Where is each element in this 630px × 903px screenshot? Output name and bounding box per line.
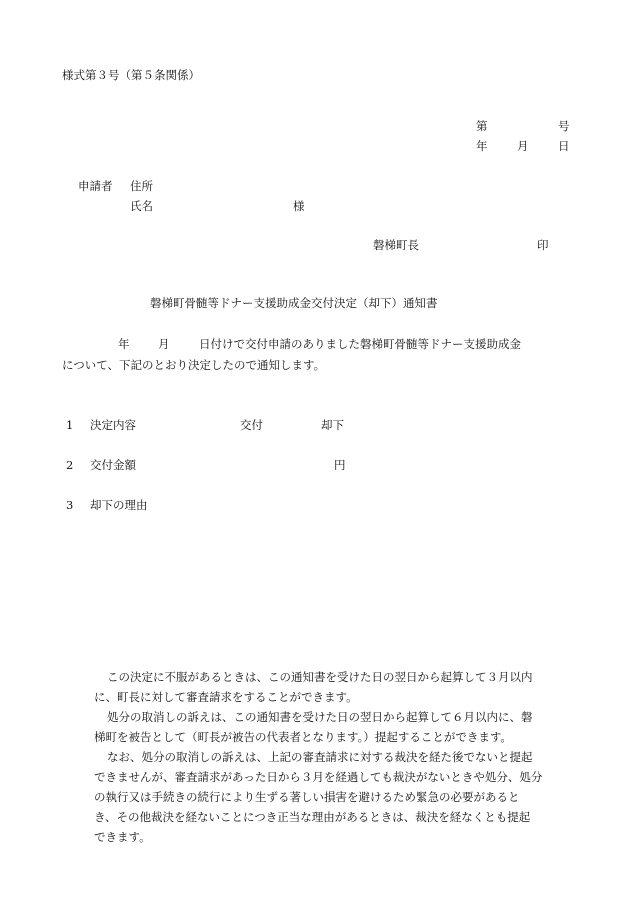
issuer-title: 磐梯町長 [373, 238, 419, 252]
notice-p1-line1: この決定に不服があるときは、この通知書を受けた日の翌日から起算して３月以内 [107, 670, 533, 684]
notice-p3-line1: なお、処分の取消しの訴えは、上記の審査請求に対する裁決を経た後でないと提起 [107, 750, 533, 764]
intro-month: 月 [158, 337, 170, 351]
date-month: 月 [517, 139, 529, 153]
applicant-label: 申請者 [78, 179, 113, 193]
option-grant: 交付 [240, 418, 263, 432]
name-label: 氏名 [130, 199, 153, 213]
item-2-label: 交付金額 [90, 458, 136, 472]
notice-p3-line2: できませんが、審査請求があった日から３月を経過しても裁決がないときや処分、処分 [94, 770, 543, 784]
address-label: 住所 [130, 179, 153, 193]
notice-p3-line4: き、その他裁決を経ないことにつき正当な理由があるときは、裁決を経なくとも提起 [94, 810, 531, 824]
item-3-label: 却下の理由 [90, 498, 148, 512]
item-2-number: 2 [66, 458, 74, 472]
honorific: 様 [293, 199, 305, 213]
notice-p1-line2: に、町長に対して審査請求をすることができます。 [94, 690, 358, 704]
document-title: 磐梯町骨髄等ドナー支援助成金交付決定（却下）通知書 [150, 296, 438, 310]
notice-p3-line3: の執行又は手続きの続行により生ずる著しい損害を避けるため緊急の必要があると [94, 790, 520, 804]
item-1-label: 決定内容 [90, 418, 136, 432]
number-prefix: 第 [476, 119, 488, 133]
intro-year: 年 [118, 337, 130, 351]
form-label: 様式第３号（第５条関係） [62, 68, 200, 82]
seal-mark: 印 [537, 238, 549, 252]
item-3-number: 3 [66, 498, 74, 512]
notice-p2-line1: 処分の取消しの訴えは、この通知書を受けた日の翌日から起算して６月以内に、磐 [107, 710, 533, 724]
date-year: 年 [476, 139, 488, 153]
amount-unit: 円 [334, 458, 346, 472]
intro-line2: について、下記のとおり決定したので通知します。 [62, 358, 326, 372]
notice-p3-line5: できます。 [94, 830, 151, 844]
notice-p2-line2: 梯町を被告として（町長が被告の代表者となります。）提起することができます。 [94, 730, 512, 744]
intro-line1: 日付けで交付申請のありました磐梯町骨髄等ドナー支援助成金 [199, 337, 521, 351]
option-reject: 却下 [321, 418, 344, 432]
number-suffix: 号 [558, 119, 570, 133]
date-day: 日 [558, 139, 570, 153]
item-1-number: 1 [66, 418, 74, 432]
